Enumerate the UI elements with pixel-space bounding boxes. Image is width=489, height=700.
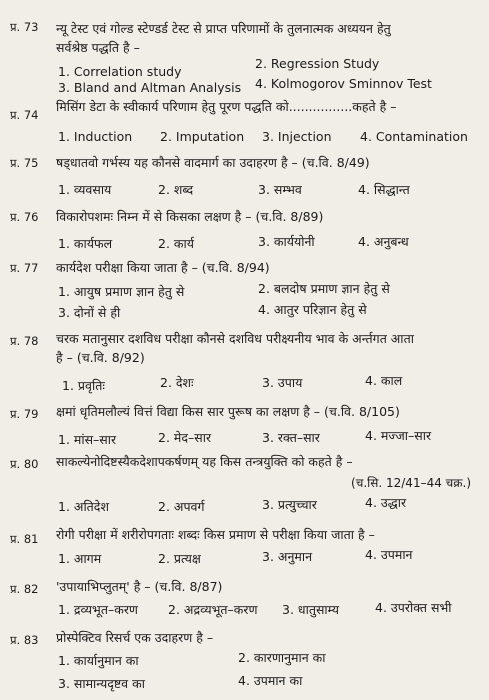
option-2: 2. कारणानुमान का (238, 650, 326, 665)
question-stem: षड्धातवो गर्भस्य यह कौनसे वादमार्ग का उदाहरण है – (च.वि. 8/49) (56, 155, 370, 170)
question-stem: विकारोपशमः निम्न में से किसका लक्षण है – (च.वि. 8/89) (56, 209, 324, 224)
question-number: प्र. 75 (10, 156, 39, 170)
option-3: 3. सम्भव (258, 182, 302, 197)
option-3: 3. सामान्यदृष्टव का (58, 676, 145, 691)
question-stem: चरक मतानुसार दशविध परीक्षा कौनसे दशविध परीक्ष्यनीय भाव के अर्न्तगत आता (56, 331, 414, 346)
option-3: 3. धातुसाम्य (282, 602, 339, 617)
option-4: 4. Contamination (360, 129, 468, 144)
option-3: 3. रक्त–सार (262, 430, 320, 445)
question-number: प्र. 73 (10, 20, 39, 34)
option-2: 2. देशः (160, 375, 194, 390)
option-2: 2. बलदोष प्रमाण ज्ञान हेतु से (258, 281, 390, 296)
question-number: प्र. 83 (10, 633, 39, 647)
option-2: 2. Regression Study (255, 56, 380, 71)
option-3: 3. प्रत्युच्चार (262, 497, 317, 512)
option-1: 1. Correlation study (58, 64, 182, 79)
option-4: 4. उपरोक्त सभी (375, 600, 452, 615)
option-4: 4. उपमान (365, 547, 413, 562)
option-1: 1. अतिदेश (58, 499, 109, 514)
option-3: 3. अनुमान (262, 549, 313, 564)
option-1: 1. आगम (58, 551, 102, 566)
question-number: प्र. 80 (10, 457, 39, 471)
question-reference: (च.सि. 12/41–44 चक्र.) (351, 476, 471, 490)
option-1: 1. मांस–सार (58, 432, 117, 447)
question-stem: प्रोस्पेक्टिव रिसर्च एक उदाहरण है – (56, 630, 214, 645)
question-number: प्र. 78 (10, 334, 39, 348)
option-1: 1. प्रवृतिः (62, 378, 105, 393)
question-stem: रोगी परीक्षा में शरीरोपगताः शब्दः किस प्रमाण से परीक्षा किया जाता है – (56, 527, 375, 542)
option-3: 3. Bland and Altman Analysis (58, 80, 242, 95)
option-1: 1. कार्यानुमान का (58, 653, 139, 668)
option-2: 2. प्रत्यक्ष (158, 551, 201, 566)
option-2: 2. अद्रव्यभूत–करण (168, 602, 258, 617)
question-stem-continued: सर्वश्रेष्ठ पद्धति है – (56, 40, 140, 55)
option-1: 1. व्यवसाय (58, 182, 112, 197)
option-2: 2. शब्द (158, 182, 194, 197)
option-3: 3. Injection (262, 129, 332, 144)
option-4: 4. उपमान का (238, 673, 303, 688)
option-1: 1. द्रव्यभूत–करण (58, 602, 138, 617)
question-number: प्र. 76 (10, 210, 39, 224)
question-number: प्र. 74 (10, 108, 39, 122)
option-1: 1. कार्यफल (58, 236, 113, 251)
option-4: 4. आतुर परिज्ञान हेतु से (258, 302, 367, 317)
question-stem: न्यू टेस्ट एवं गोल्ड स्टेण्डर्ड टेस्ट से प्राप्त परिणामों के तुलनात्मक अध्ययन हेतु (56, 21, 391, 36)
option-4: 4. सिद्धान्त (358, 182, 410, 197)
question-stem: साकल्येनोदिष्टस्यैकदेशापकर्षणम् यह किस तन्त्रयुक्ति को कहते है – (56, 454, 353, 469)
option-2: 2. अपवर्ग (158, 499, 205, 514)
question-stem: क्षमां धृतिमलौल्यं वित्तं विद्या किस सार पुरूष का लक्षण है – (च.वि. 8/105) (56, 404, 400, 419)
question-stem: 'उपायाभिप्लुतम्' है – (च.वि. 8/87) (56, 579, 223, 594)
option-2: 2. कार्य (158, 236, 194, 251)
question-stem: मिसिंग डेटा के स्वीकार्य परिणाम हेतु पूरण पद्धति को................कहते है – (56, 99, 397, 114)
option-2: 2. मेद–सार (158, 430, 212, 445)
question-stem: कार्यदेश परीक्षा किया जाता है – (च.वि. 8/94) (56, 260, 270, 275)
option-4: 4. मज्जा–सार (365, 428, 432, 443)
option-3: 3. कार्ययोनी (258, 234, 315, 249)
question-number: प्र. 79 (10, 407, 39, 421)
option-1: 1. आयुष प्रमाण ज्ञान हेतु से (58, 284, 185, 299)
option-3: 3. उपाय (262, 375, 303, 390)
option-3: 3. दोनों से ही (58, 305, 121, 320)
question-number: प्र. 82 (10, 582, 39, 596)
option-4: 4. उद्धार (365, 495, 407, 510)
question-number: प्र. 81 (10, 532, 39, 546)
option-4: 4. अनुबन्ध (358, 234, 409, 249)
option-4: 4. काल (365, 373, 403, 388)
question-number: प्र. 77 (10, 261, 39, 275)
option-4: 4. Kolmogorov Sminnov Test (255, 76, 432, 91)
option-2: 2. Imputation (160, 129, 245, 144)
question-stem-continued: है – (च.वि. 8/92) (56, 350, 145, 365)
option-1: 1. Induction (58, 129, 133, 144)
